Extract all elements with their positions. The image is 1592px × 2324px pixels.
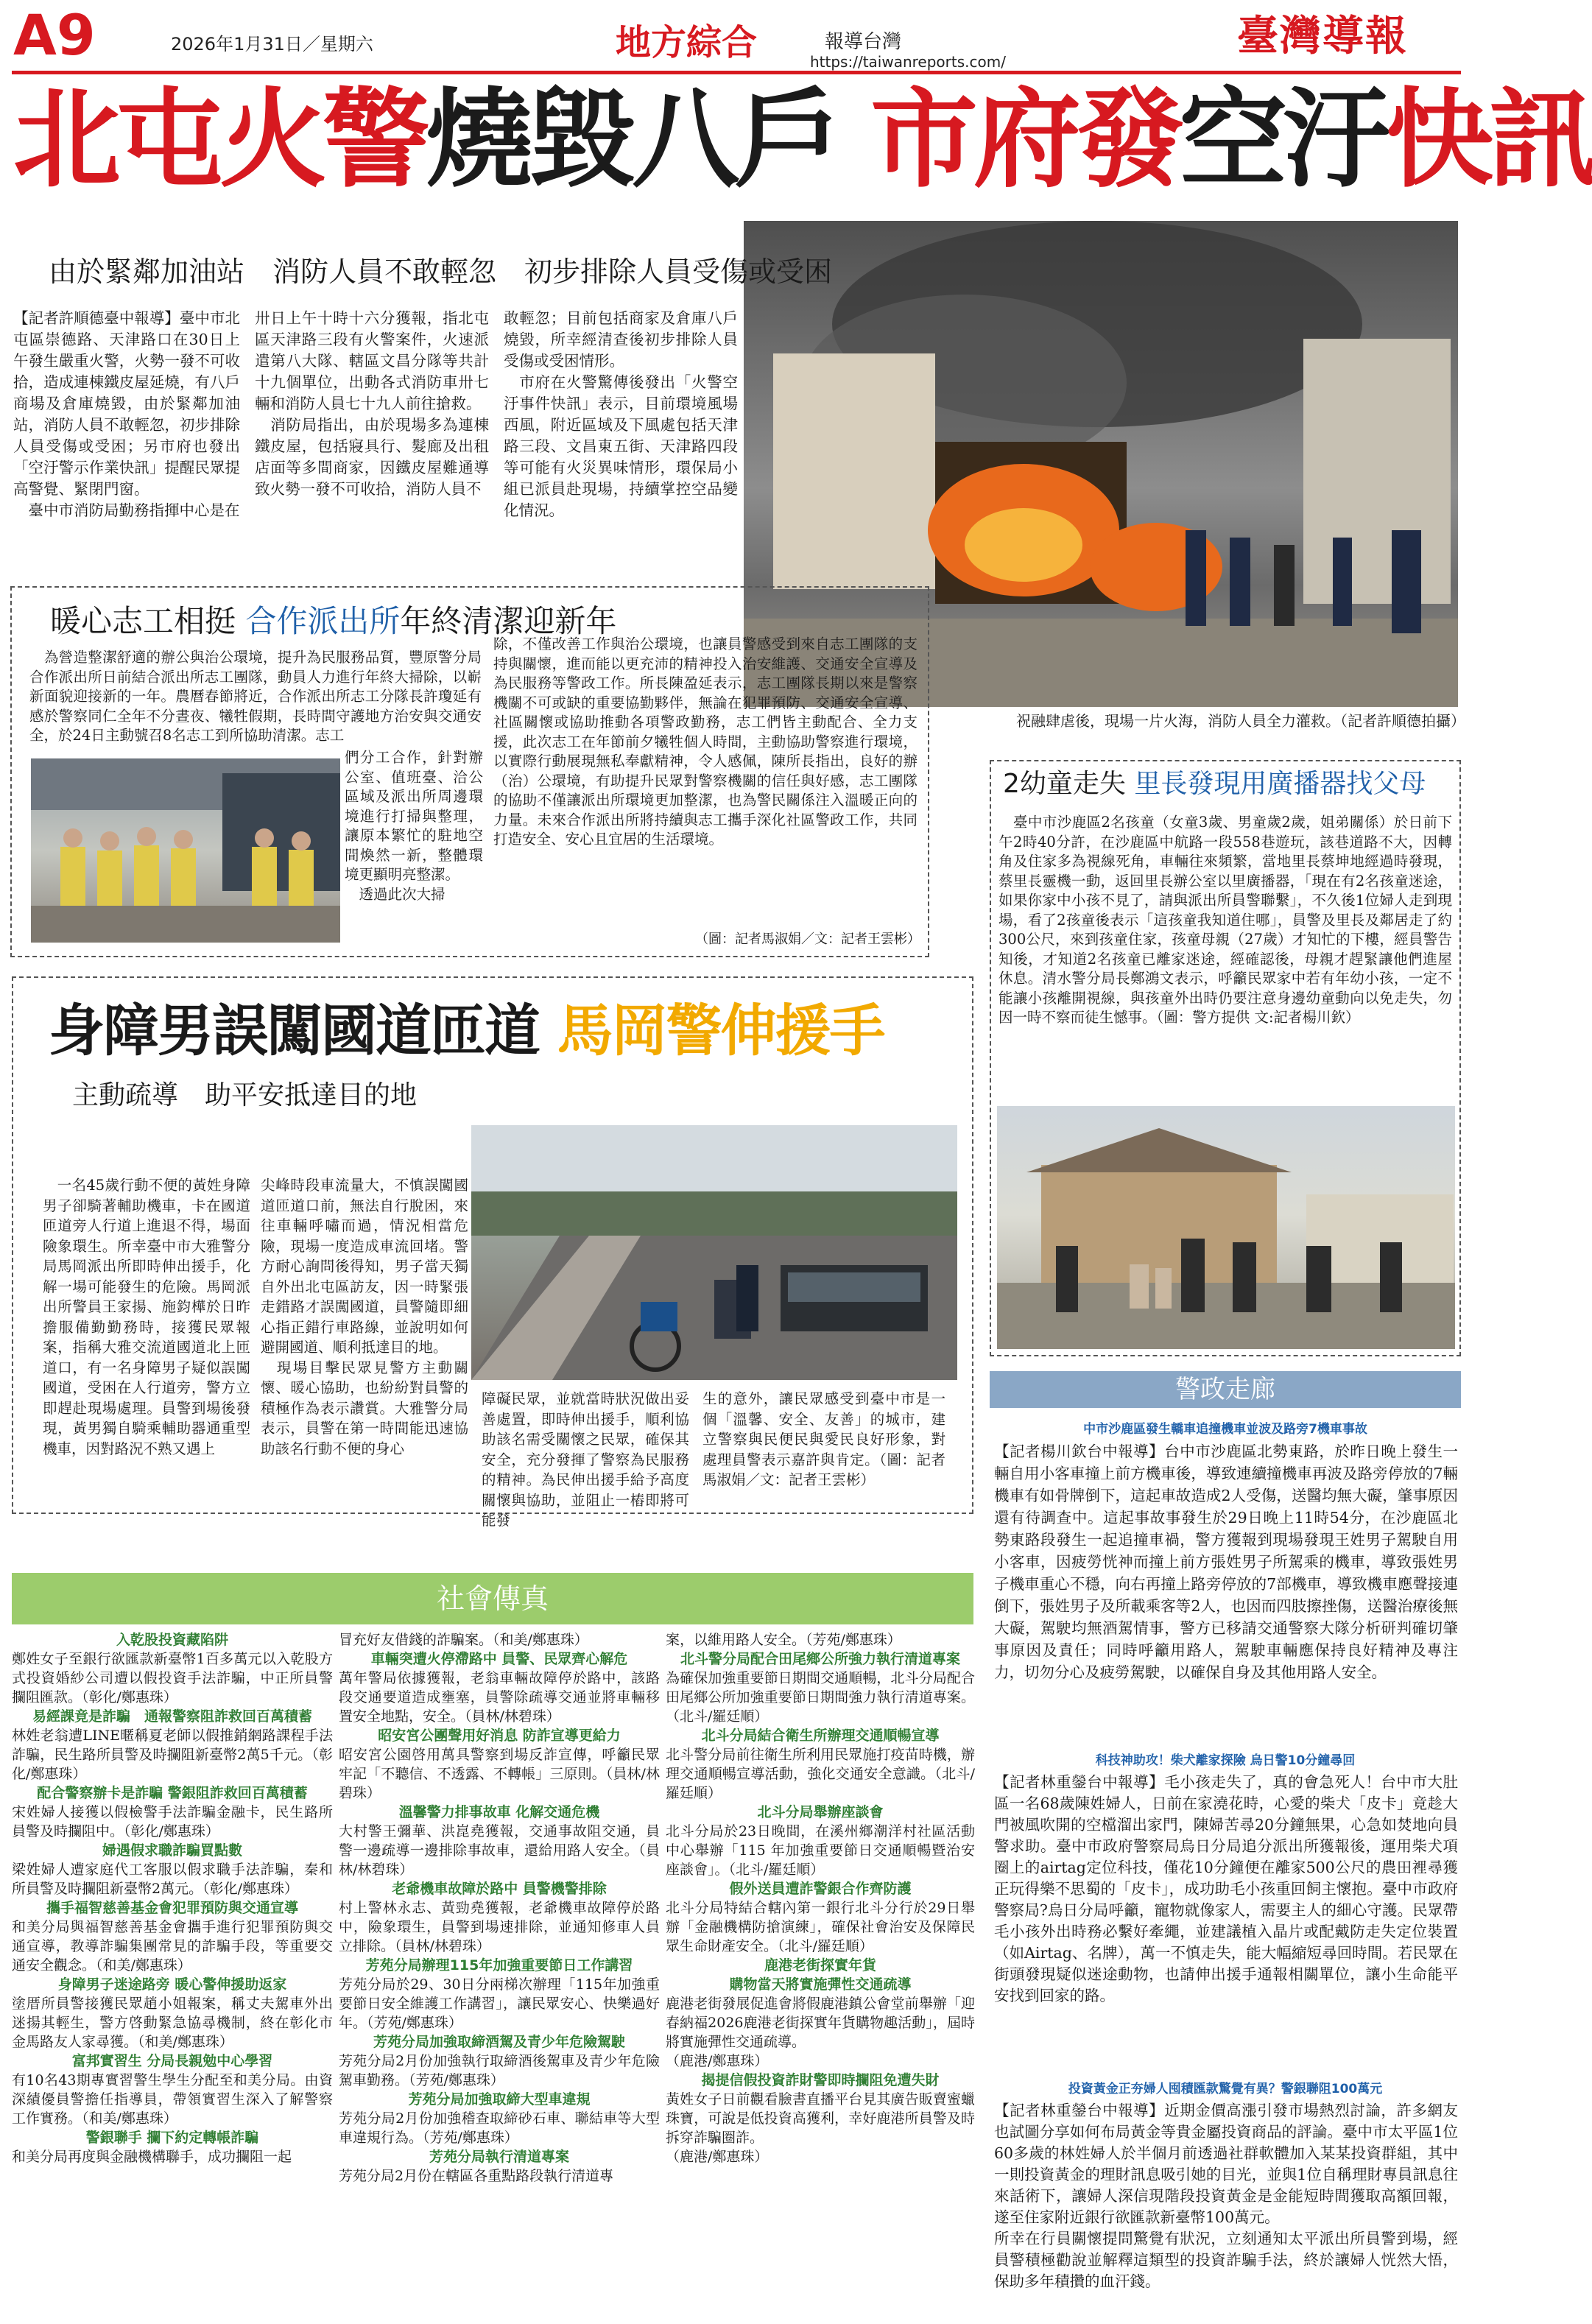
newspaper-logo: 臺灣導報 <box>1237 12 1408 60</box>
social-brief-body: 有10名43期專實習警生學生分配至和美分局。由資深績優員警擔任指導員，帶領實習生深入了解警察工作實務。（和美/鄭惠珠） <box>12 2072 333 2127</box>
disabled-headline-part: 馬岡警伸援手 <box>557 998 884 1063</box>
volunteer-body-right: 除，不僅改善工作與治公環境，也讓員警感受到來自志工團隊的支持與關懷，進而能以更充沛的精神投入治安維護、交通安全宣導及為民服務等警政工作。所長陳盈延表示，志工團隊長期以來是警察機關不可或缺的重要協勤夥伴，無論在犯罪預防、交通安全宣導、社區關懷或協助推動各項警政勤務，志工們皆主動配合、全力支援，此次志工在年節前夕犧牲個人時間，主動協助警察進行環境，以實際行動展現無私奉獻精神，令人感佩，陳所長指出，良好的辦（治）公環境，有助提升民眾對警察機關的信任與好感，志工團隊的協助不僅讓派出所環境更加整潔，也為警民關係注入溫暖正向的力量。未來合作派出所將持續與志工攜手深化社區警政工作，共同打造安全、安心且宜居的生活環境。 <box>493 635 917 848</box>
masthead <box>0 0 1473 74</box>
social-brief-body: 村上警林永志、黃勁堯獲報，老爺機車故障停於路中，險象環生，員警到場速排除，並通知修車人員立排除。（員林/林碧珠） <box>339 1900 660 1954</box>
police-banner-title: 警政走廊 <box>1175 1375 1275 1404</box>
section-title: 地方綜合 <box>616 22 758 63</box>
social-brief-title: 攜手福智慈善基金會犯罪預防與交通宣導 <box>46 1900 298 1916</box>
volunteer-headline-part: 暖心志工相挺 <box>50 603 246 639</box>
social-brief-title: 芳苑分局加強取締大型車違規 <box>408 2091 591 2108</box>
social-brief-body: 芳苑分局2月份加強執行取締酒後駕車及青少年危險駕車勤務。（芳苑/鄭惠珠） <box>339 2053 660 2088</box>
social-brief-body: 北斗警分局前往衛生所利用民眾施打疫苗時機，辦理交通順暢宣導活動，強化交通安全意識。（北斗/羅廷順） <box>666 1747 975 1801</box>
social-brief-title: 昭安宮公團聲用好消息 防詐宣導更給力 <box>378 1728 621 1744</box>
paper-label: 報導台灣 <box>825 31 902 53</box>
social-brief-body: 宋姓婦人接獲以假檢警手法詐騙金融卡，民生路所員警及時攔阻中。（彰化/鄭惠珠） <box>12 1804 333 1839</box>
issue-date: 2026年1月31日／星期六 <box>171 34 373 54</box>
volunteer-headline-part: 合作派出所 <box>245 603 401 639</box>
social-brief-title: 鹿港老街探實年貨 <box>764 1957 876 1973</box>
volunteer-photo <box>31 758 340 943</box>
social-brief-title: 芳苑分局加強取締酒駕及青少年危險駕駛 <box>373 2034 625 2050</box>
volunteer-credit: （圖：記者馬淑娟／文：記者王雲彬） <box>695 932 920 947</box>
lead-headline-part: 燒毀八戶 <box>426 77 838 203</box>
social-brief-body: 芳苑分局2月份在轄區各重點路段執行清道專 <box>339 2168 614 2184</box>
page-number: A9 <box>13 2 96 68</box>
social-brief-title: 購物當天將實施彈性交通疏導 <box>729 1976 912 1993</box>
social-brief-body: 萬年警局依據獲報，老翁車輛故障停於路中，該路段交通要道造成壅塞，員警除疏導交通並將車輛移置安全地點，安全。（員林/林碧珠） <box>339 1670 660 1725</box>
social-brief-title: 配合警察辦卡是詐騙 警銀阻詐救回百萬積蓄 <box>37 1785 308 1801</box>
lead-headline-part: 空汙 <box>1180 77 1386 203</box>
social-column-1 <box>12 1630 333 2320</box>
social-brief-body: （鹿港/鄭惠珠） <box>666 2149 769 2165</box>
social-brief-title: 北斗分局舉辦座談會 <box>757 1804 884 1820</box>
social-column-3 <box>666 1630 975 2320</box>
social-brief-body: （鹿港/鄭惠珠） <box>666 2053 769 2069</box>
social-brief-title: 身障男子迷途路旁 暖心警伸援助返家 <box>57 1976 287 1993</box>
social-brief-title: 北斗分局結合衛生所辦理交通順暢宣導 <box>701 1728 940 1744</box>
social-brief-body: 為確保加強重要節日期間交通順暢，北斗分局配合田尾鄉公所加強重要節日期間強力執行清道專案。（北斗/羅廷順） <box>666 1670 975 1725</box>
missing-headline-part: 2幼童走失 <box>1003 769 1135 799</box>
fire-photo-caption: 祝融肆虐後，現場一片火海，消防人員全力灌救。（記者許順德拍攝） <box>1016 712 1465 730</box>
police-item-title: 科技神助攻！柴犬離家探險 烏日警10分鐘尋回 <box>1095 1753 1356 1768</box>
missing-photo <box>997 1106 1455 1349</box>
missing-scene-graphic <box>997 1106 1455 1349</box>
social-brief-title: 芳苑分局辦理115年加強重要節日工作講習 <box>365 1957 633 1973</box>
disabled-column-4: 生的意外，讓民眾感受到臺中市是一個「溫馨、安全、友善」的城市，建立警察與民便民與愛民良好形象，對處理員警表示嘉許與肯定。（圖：記者馬淑娟／文：記者王雲彬） <box>702 1390 945 1488</box>
volunteer-body-top: 為營造整潔舒適的辦公與治公環境，提升為民服務品質，豐原警分局合作派出所日前結合派出所志工團隊，動員人力進行年終大掃除，以嶄新面貌迎接新的一年。農曆春節將近，合作派出所志工分隊長許瓊延有感於警察同仁全年不分晝夜、犧牲假期，長時間守護地方治安與交通安全，於24日主動號召8名志工到所協助清潔。志工 <box>29 649 482 744</box>
lead-column-3: 敢輕忽；目前包括商家及倉庫八戶燒毀，所幸經清查後初步排除人員受傷或受困情形。 市府在火警驚傳後發出「火警空汙事件快訊」表示，目前環境風場西風，附近區域及下風處包括天津路三段、文昌東五街、天津路四段等可能有火災異味情形，環保局小組已派員赴現場，持續掌控空品變化情況。 <box>504 309 738 519</box>
missing-headline <box>1003 767 1426 801</box>
lead-headline-part: 市府發 <box>870 77 1180 203</box>
social-brief-body: 大村警王彌華、洪崑堯獲報，交通事故阻交通，員警一邊疏導一邊排除事故車，還給用路人安全。（員林/林碧珠） <box>339 1823 660 1878</box>
disabled-headline-part: 身障男誤闖國道匝道 <box>49 998 557 1063</box>
social-brief-title: 車輛突遭火停滯路中 員警、民眾齊心解危 <box>370 1651 628 1667</box>
social-column-2 <box>339 1630 660 2320</box>
social-brief-body: 北斗分局特結合轄內第一銀行北斗分行於29日舉辦「金融機構防搶演練」，確保社會治安及保障民眾生命財產安全。（北斗/羅廷順） <box>666 1900 975 1954</box>
social-brief-title: 北斗警分局配合田尾鄉公所強力執行清道專案 <box>680 1651 960 1667</box>
highway-scene-graphic <box>471 1125 957 1380</box>
lead-headline-part: 快訊 <box>1386 77 1592 203</box>
social-brief-body: 林姓老翁遭LINE暱稱夏老師以假推銷網路課程手法詐騙，民生路所員警及時攔阻新臺幣2萬5千元。（彰化/鄭惠珠） <box>12 1728 333 1782</box>
site-url[interactable]: https://taiwanreports.com/ <box>810 53 1006 71</box>
police-item-body: 【記者楊川欽台中報導】台中市沙鹿區北勢東路，於昨日晚上發生一輛自用小客車撞上前方機車後，導致連續撞機車再波及路旁停放的7輛機車有如骨牌倒下，這起車故造成2人受傷，送醫均無大礙，肇事原因還有待調查中。這起事故事發生於29日晚上11時54分，在沙鹿區北勢東路段發生一起追撞車禍，警方獲報到現場發現王姓男子駕駛自用小客車，因疲勞恍神而撞上前方張姓男子所駕乘的機車，導致張姓男子機車重心不穩，向右再撞上路旁停放的7部機車，導致機車應聲接連倒下，張姓男子及所載乘客等2人，也因而四肢擦挫傷，送醫治療後無大礙，駕駛均無酒駕情事，警方已移請交通警察大隊分析研判確切肇事原因及責任；同時呼籲用路人，駕駛車輛應保持良好精神及專注力，切勿分心及疲勞駕駛，以確保自身及其他用路人安全。 <box>994 1443 1458 1681</box>
social-brief-body: 鹿港老街發展促進會將假鹿港鎮公會堂前舉辦「迎春納福2026鹿港老街探實年貨購物趣活動」，屆時將實施彈性交通疏導。 <box>666 1996 975 2050</box>
disabled-column-2: 尖峰時段車流量大，不慎誤闖國道匝道口前，無法自行脫困，來往車輛呼嘯而過，情況相當危險，現場一度造成車流回堵。警方耐心詢問後得知，男子當天獨自外出北屯區訪友，因一時緊張走錯路才誤闖國道，員警隨即細心指正錯行車路線，並說明如何避開國道、順利抵達目的地。 現場目擊民眾見警方主動關懷、暖心協助，也紛紛對員警的積極作為表示讚賞。大雅警分局表示，員警在第一時間能迅速協助該名行動不便的身心 <box>261 1177 468 1457</box>
social-brief-body: 和美分局與福智慈善基金會攜手進行犯罪預防與交通宣導，教導詐騙集團常見的詐騙手段，等重要交通安全觀念。（和美/鄭惠珠） <box>12 1919 333 1973</box>
social-brief-title: 警銀聯手 攔下約定轉帳詐騙 <box>85 2130 259 2146</box>
social-brief-body: 昭安宮公園啓用萬具警察到場反詐宣傳，呼籲民眾牢記「不聽信、不透露、不轉帳」三原則。（員林/林碧珠） <box>339 1747 660 1801</box>
social-brief-title: 老爺機車故障於路中 員警機警排除 <box>392 1881 607 1897</box>
missing-body: 臺中市沙鹿區2名孩童（女童3歲、男童歲2歲，姐弟關係）於日前下午2時40分許，在沙鹿區中航路一段558巷遊玩，該巷道路不大，因轉角及住家多為視線死角，車輛往來頻繁，當地里長蔡坤地經過時發現，蔡里長靈機一動，返回里長辦公室以里廣播器，「現在有2名孩童迷途，如果你家中小孩不見了，請與派出所員警聯繫」，不久後1位婦人走到現場，看了2孩童後表示「這孩童我知道住哪」，員警及里長及鄰居走了約300公尺，來到孩童住家，孩童母親（27歲）才知忙的下樓，經員警告知後，才知道2名孩童已離家迷途，經確認後，母親才趕緊讓他們進屋休息。清水警分局長鄭鴻文表示，呼籲民眾家中若有年幼小孩，一定不能讓小孩離開視線，與孩童外出時仍要注意身邊幼童動向以免走失，勿因一時不察而徒生憾事。（圖：警方提供 文:記者楊川欽） <box>998 814 1452 1026</box>
missing-headline-part: 里長發現用廣播器找父母 <box>1134 769 1426 799</box>
lead-headline <box>13 77 1592 203</box>
social-brief-body: 案，以維用路人安全。（芳苑/鄭惠珠） <box>666 1632 901 1648</box>
social-brief-title: 入乾股投資藏陷阱 <box>116 1632 228 1648</box>
social-brief-title: 易經課竟是詐騙 通報警察阻詐救回百萬積蓄 <box>32 1708 312 1725</box>
police-item-title: 投資黃金正夯婦人囤積匯款驚覺有異？警銀聯阻100萬元 <box>1068 2082 1383 2096</box>
disabled-headline <box>49 996 884 1066</box>
social-brief-title: 溫馨警力排事故車 化解交通危機 <box>398 1804 600 1820</box>
social-brief-title: 芳苑分局執行清道專案 <box>429 2149 569 2165</box>
masthead-rule <box>12 71 1461 74</box>
disabled-column-1: 一名45歲行動不便的黃姓身障男子卻騎著輔助機車，卡在國道匝道旁人行道上進退不得，場面險象環生。所幸臺中市大雅警分局馬岡派出所即時伸出援手，化解一場可能發生的危險。馬岡派出所警員王家揚、施鈞樺於日昨擔服備勤勤務時，接獲民眾報案，指稱大雅交流道國道北上匝道口，有一名身障男子疑似誤闖國道，受困在人行道旁，警方立即趕赴現場處理。員警到場後發現，黃男獨自騎乘輔助器通重型機車，因對路況不熟又遇上 <box>43 1177 250 1457</box>
volunteer-headline-part: 年終清潔迎新年 <box>400 603 617 639</box>
police-item-body: 【記者林重鎣台中報導】毛小孩走失了，真的會急死人！台中市大肚區一名68歲陳姓婦人，日前在家澆花時，心愛的柴犬「皮卡」竟趁大門被風吹開的空檔溜出家門，陳婦苦尋20分鐘無果，心急如焚地向員警求助。臺中市政府警察局烏日分局追分派出所獲報後，運用柴犬項圈上的airtag定位科技，僅花10分鐘便在離家500公尺的農田裡尋獲正玩得樂不思蜀的「皮卡」，成功助毛小孩重回飼主懷抱。臺中市政府警察局?烏日分局呼籲，寵物就像家人，需要主人的細心守護。民眾帶毛小孩外出時務必繫好牽繩，並建議植入晶片或配戴防走失定位裝置（如Airtag、名牌），萬一不慎走失，能大幅縮短尋回時間。若民眾在街頭發現疑似迷途動物，也請伸出援手通報相關單位，讓小生命能平安找到回家的路。 <box>994 1773 1458 2004</box>
social-brief-title: 揭提信假投資詐財警即時攔阻免遭失財 <box>701 2072 940 2088</box>
volunteer-body-middle: 們分工合作，針對辦公室、值班臺、洽公區域及派出所周邊環境進行打掃與整理，讓原本繁忙的駐地空間煥然一新，整體環境更顯明亮整潔。 透過此次大掃 <box>345 749 483 903</box>
disabled-photo <box>471 1125 957 1380</box>
social-banner-title: 社會傳真 <box>436 1582 549 1615</box>
social-brief-body: 冒充好友借錢的詐騙案。（和美/鄭惠珠） <box>339 1632 588 1648</box>
social-brief-body: 和美分局再度與金融機構聯手，成功攔阻一起 <box>12 2149 292 2165</box>
police-item-title: 中市沙鹿區發生轎車追撞機車並波及路旁7機車事故 <box>1083 1422 1367 1437</box>
lead-subhead: 由於緊鄰加油站 消防人員不敢輕忽 初步排除人員受傷或受困 <box>49 256 833 288</box>
social-brief-body: 鄭姓女子至銀行欲匯款新臺幣1百多萬元以入乾股方式投資婚紗公司遭以假投資手法詐騙，中正所員警攔阻匯款。（彰化/鄭惠珠） <box>12 1651 333 1705</box>
social-brief-title: 婦遇假求職詐騙買點數 <box>102 1842 242 1859</box>
volunteer-group-graphic <box>31 758 340 943</box>
social-brief-body: 塗厝所員警接獲民眾趙小姐報案，稱丈夫駕車外出迷揚其輕生，警方啓動緊急協尋機制，終在彰化市金馬路友人家尋獲。（和美/鄭惠珠） <box>12 1996 333 2050</box>
disabled-subhead: 主動疏導 助平安抵達目的地 <box>72 1080 418 1110</box>
social-brief-title: 假外送員遭詐警銀合作齊防護 <box>729 1881 912 1897</box>
lead-column-2: 卅日上午十時十六分獲報，指北屯區天津路三段有火警案件，火速派遣第八大隊、轄區文昌分隊等共計十九個單位，出動各式消防車卅七輛和消防人員七十九人前往搶救。 消防局指出，由於現場多為連棟鐵皮屋，包括寢具行、髮廊及出租店面等多間商家，因鐵皮屋難通導致火勢一發不可收拾，消防人員不 <box>255 309 489 498</box>
social-brief-body: 芳苑分局2月份加強稽查取締砂石車、聯結車等大型車違規行為。（芳苑/鄭惠珠） <box>339 2110 660 2146</box>
social-brief-body: 梁姓婦人遭家庭代工客服以假求職手法詐騙，秦和所員警及時攔阻新臺幣2萬元。（彰化/鄭惠珠） <box>12 1862 333 1897</box>
lead-headline-part: 北屯火警 <box>13 77 426 203</box>
social-brief-body: 黃姓女子日前觀看臉書直播平台見其廣告販賣蜜蠟珠寶，可說是低投資高獲利，幸好鹿港所員警及時拆穿詐騙圈詐。 <box>666 2091 975 2146</box>
social-brief-body: 北斗分局於23日晚間，在溪州鄉潮洋村社區活動中心舉辦「115 年加強重要節日交通順暢暨治安座談會」。（北斗/羅廷順） <box>666 1823 975 1878</box>
social-brief-body: 芳苑分局於29、30日分兩梯次辦理「115年加強重要節日安全維護工作講習」，讓民眾安心、快樂過好年。（芳苑/鄭惠珠） <box>339 1976 660 2031</box>
disabled-column-3: 障礙民眾，並就當時狀況做出妥善處置，即時伸出援手，順利協助該名需受關懷之民眾，確保其安全，充分發揮了警察為民服務的精神。為民伸出援手給予高度關懷與協助，並阻止一樁即將可能發 <box>482 1390 689 1529</box>
police-item-body: 【記者林重鎣台中報導】近期金價高漲引發市場熱烈討論，許多網友也試圖分享如何布局黃金等貴金屬投資商品的評論。臺中市太平區1位60多歲的林姓婦人於半個月前透過社群軟體加入某某投資群組，其中一則投資黃金的理財訊息吸引她的目光，並與1位自稱理財專員訊息往來話術下，讓婦人深信現階段投資黃金是金能短時間獲取高額回報，遂至住家附近銀行欲匯款新臺幣100萬元。 所幸在行員關懷提問驚覺有狀況，立刻通知太平派出所員警到場，經員警積極勸說並解釋這類型的投資詐騙手法，終於讓婦人恍然大悟，保助多年積攢的血汗錢。 <box>994 2102 1458 2290</box>
social-brief-title: 富邦實習生 分局長親勉中心學習 <box>71 2053 273 2069</box>
lead-column-1: 【記者許順德臺中報導】臺中市北屯區崇德路、天津路口在30日上午發生嚴重火警，火勢一發不可收拾，造成連棟鐵皮屋延燒，有八戶商場及倉庫燒毀，由於緊鄰加油站，消防人員不敢輕忽，初步排除人員受傷或受困；另市府也發出「空汙警示作業快訊」提醒民眾提高警覺、緊閉門窗。 臺中市消防局勤務指揮中心是在 <box>13 309 240 519</box>
